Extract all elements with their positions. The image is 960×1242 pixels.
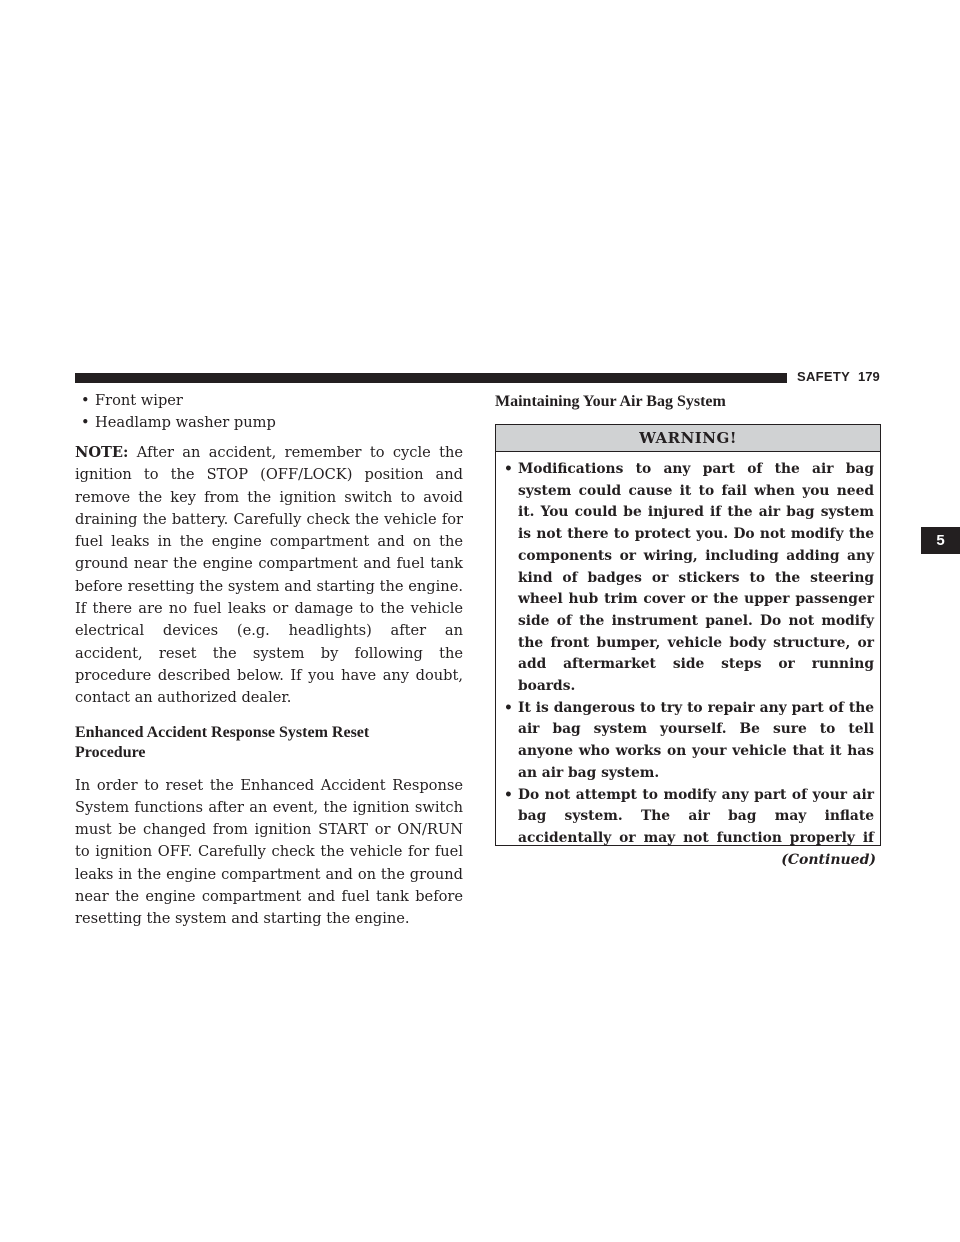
list-item xyxy=(75,390,463,412)
warning-text: Modifications to any part of the air bag system could cause it to fail when you need it. You could be injured if the air bag system is not there to protect you. Do not modify the components or wiring, including adding any kind of badges or stickers to the steering wheel hub trim cover or the upper passenger side of the instrument panel. Do not modify the front bumper, vehicle body structure, or add aftermarket side steps or running boards. xyxy=(518,461,874,695)
bullet-icon: • xyxy=(504,786,513,803)
section-heading: Maintaining Your Air Bag System xyxy=(495,393,726,410)
subheading-line-2: Procedure xyxy=(75,743,146,761)
bullet-icon: • xyxy=(504,699,513,716)
header-rule xyxy=(75,373,787,383)
bullet-icon: • xyxy=(81,392,90,409)
warning-title: WARNING! xyxy=(496,425,880,452)
subheading-line-1: Enhanced Accident Response System Reset xyxy=(75,723,370,741)
chapter-tab: 5 xyxy=(921,527,960,554)
note-label: NOTE: xyxy=(75,444,129,461)
bullet-icon: • xyxy=(504,461,513,477)
subheading xyxy=(75,723,463,763)
warning-text: It is dangerous to try to repair any part of the air bag system yourself. Be sure to tell anyone who works on your vehicle that it has an air bag system. xyxy=(518,699,874,781)
list-item xyxy=(75,412,463,434)
warning-box xyxy=(495,424,881,846)
right-column xyxy=(495,390,881,414)
warning-item xyxy=(496,459,880,698)
note-paragraph xyxy=(75,442,463,710)
bullet-icon: • xyxy=(81,414,90,431)
warning-text: Do not attempt to modify any part of your air bag system. The air bag may inflate accidentally or may not function properly if xyxy=(518,786,874,846)
section-title: SAFETY xyxy=(797,369,851,384)
left-column xyxy=(75,390,463,931)
page-number: 179 xyxy=(858,369,880,384)
bullet-text: Front wiper xyxy=(95,392,183,409)
reset-paragraph: In order to reset the Enhanced Accident Response System functions after an event, the ignition switch must be changed from ignition START or ON/RUN to ignition OFF. Carefully check the vehicle for fuel leaks in the engine compartment and on the ground near the engine compartment and fuel tank before resetting the system and starting the engine. xyxy=(75,776,463,928)
continued-label: (Continued) xyxy=(781,852,876,868)
note-text: After an accident, remember to cycle the ignition to the STOP (OFF/LOCK) position and remove the key from the ignition switch to avoid draining the battery. Carefully check the vehicle for fuel leaks in the engine compartment and on the ground near the engine compartment and fuel tank before resetting the system and starting the engine. If there are no fuel leaks or damage to the vehicle electrical devices (e.g. headlights) after an accident, reset the system by following the procedure described below. If you have any doubt, contact an authorized dealer. xyxy=(75,444,463,707)
bullet-text: Headlamp washer pump xyxy=(95,414,276,431)
warning-list xyxy=(496,452,880,846)
warning-item xyxy=(496,698,880,785)
warning-item xyxy=(496,785,880,846)
